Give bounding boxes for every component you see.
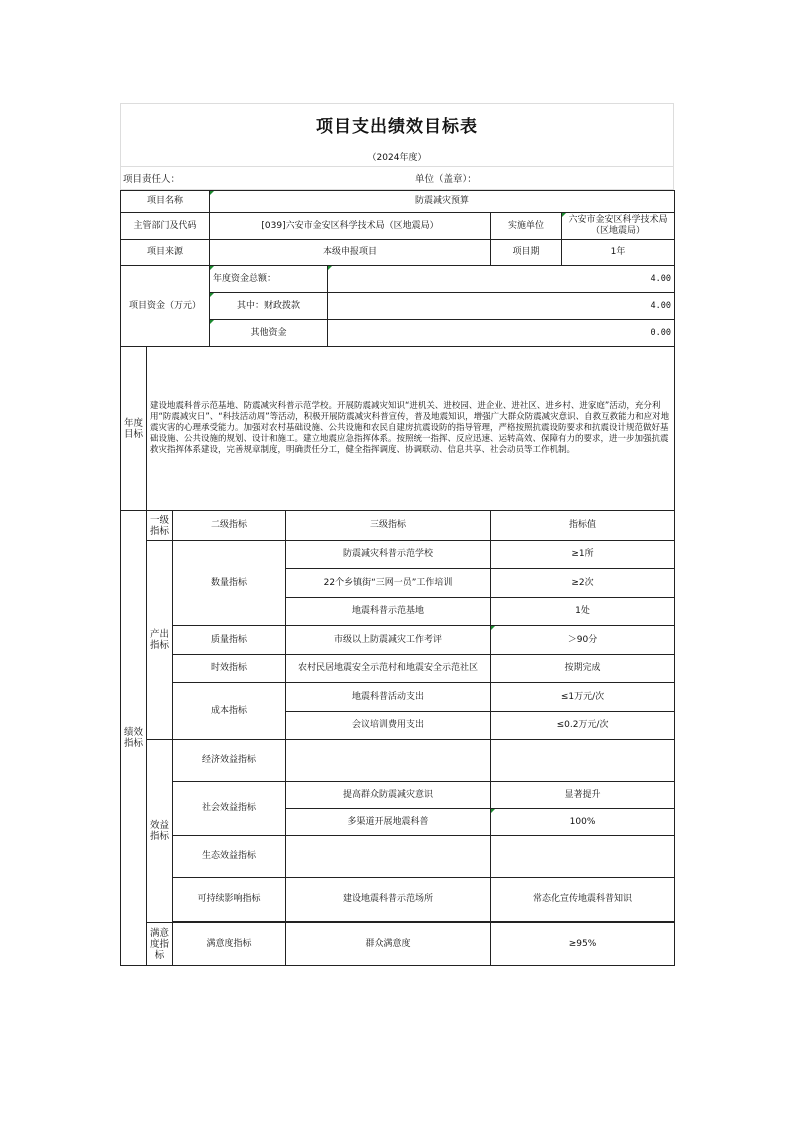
indicator-name: 地震科普示范基地 — [286, 598, 491, 626]
table-row — [121, 655, 675, 683]
period-value: 1年 — [562, 240, 675, 266]
indicator-value: ≤1万元/次 — [491, 683, 675, 712]
annual-goal-label: 年度目标 — [121, 347, 147, 511]
table-row — [121, 213, 675, 240]
header-value: 指标值 — [491, 511, 675, 541]
performance-target-sheet — [120, 103, 674, 966]
indicator-value — [491, 836, 675, 878]
fund-label: 其他资金 — [210, 320, 328, 347]
annual-goal-text: 建设地震科普示范基地、防震减灾科普示范学校。开展防震减灾知识“进机关、进校园、进企业、进社区、进乡村、进家庭”活动，充分利用“防震减灾日”、“科技活动周”等活动，积极开展防震减灾科普宣传，普及地震知识，增强广大群众防震减灾意识、自救互救能力和应对地震灾害的心理承受能力。加强对农村基础设施、公共设施和农民自建房抗震设防的指导管理，严格按照抗震设防要求和抗震设计规范做好基础设施、公共设施的规划、设计和施工。建立地震应急指挥体系。按照统一指挥、反应迅速、运转高效、保障有力的要求，进一步加强抗震救灾指挥体系建设，完善规章制度，明确责任分工，健全指挥调度、协调联动、信息共享、社会动员等工作机制。 — [147, 347, 675, 511]
output-indicators-label: 产出指标 — [147, 541, 173, 740]
performance-indicators-label: 绩效指标 — [121, 511, 147, 966]
table-row — [121, 878, 675, 922]
indicator-value: ≥2次 — [491, 569, 675, 598]
indicator-name: 提高群众防震减灾意识 — [286, 782, 491, 809]
indicator-name: 22个乡镇街“三网一员”工作培训 — [286, 569, 491, 598]
year-label: （2024年度） — [120, 150, 674, 166]
table-row — [121, 347, 675, 511]
indicator-name: 多渠道开展地震科普 — [286, 809, 491, 836]
indicator-name: 农村民居地震安全示范村和地震安全示范社区 — [286, 655, 491, 683]
source-value: 本级申报项目 — [210, 240, 491, 266]
table-row — [121, 511, 675, 541]
source-label: 项目来源 — [121, 240, 210, 266]
table-row — [121, 782, 675, 809]
table-row — [121, 626, 675, 655]
benefit-indicators-label: 效益指标 — [147, 740, 173, 923]
indicator-name: 防震减灾科普示范学校 — [286, 541, 491, 569]
period-label: 项目期 — [491, 240, 562, 266]
fund-label: 其中：财政拨款 — [210, 293, 328, 320]
indicator-value: ≤0.2万元/次 — [491, 712, 675, 740]
indicator-name: 建设地震科普示范场所 — [286, 878, 491, 922]
satisfaction-indicators-label: 满意度指标 — [147, 923, 173, 966]
table-row — [121, 266, 675, 293]
indicator-value: 按期完成 — [491, 655, 675, 683]
fund-label: 年度资金总额： — [210, 266, 328, 293]
table-row — [121, 740, 675, 782]
project-name-value: 防震减灾预算 — [210, 191, 675, 213]
dept-value: [039]六安市金安区科学技术局（区地震局） — [210, 213, 491, 240]
responsible-row — [120, 166, 674, 190]
ecological-benefit-indicator: 生态效益指标 — [173, 836, 286, 878]
cost-indicator: 成本指标 — [173, 683, 286, 740]
table-row — [121, 923, 675, 966]
funds-label: 项目资金（万元） — [121, 266, 210, 347]
timeliness-indicator: 时效指标 — [173, 655, 286, 683]
indicator-name: 地震科普活动支出 — [286, 683, 491, 712]
indicator-name: 群众满意度 — [286, 923, 491, 966]
indicator-value: 100% — [491, 809, 675, 836]
fund-value: 4.00 — [328, 266, 675, 293]
dept-label: 主管部门及代码 — [121, 213, 210, 240]
indicator-value: 1处 — [491, 598, 675, 626]
performance-table — [120, 190, 675, 966]
indicator-value: ＞90分 — [491, 626, 675, 655]
indicator-value: 显著提升 — [491, 782, 675, 809]
quantity-indicator: 数量指标 — [173, 541, 286, 626]
indicator-name — [286, 836, 491, 878]
impl-unit-label: 实施单位 — [491, 213, 562, 240]
table-row — [121, 836, 675, 878]
table-row — [121, 683, 675, 712]
economic-benefit-indicator: 经济效益指标 — [173, 740, 286, 782]
header-level1: 一级指标 — [147, 511, 173, 541]
document-title: 项目支出绩效目标表 — [120, 103, 674, 150]
fund-value: 0.00 — [328, 320, 675, 347]
satisfaction-indicator: 满意度指标 — [173, 923, 286, 966]
unit-seal-label: 单位（盖章）： — [415, 174, 477, 185]
indicator-value: ≥1所 — [491, 541, 675, 569]
indicator-name: 会议培训费用支出 — [286, 712, 491, 740]
header-level2: 二级指标 — [173, 511, 286, 541]
indicator-name: 市级以上防震减灾工作考评 — [286, 626, 491, 655]
quality-indicator: 质量指标 — [173, 626, 286, 655]
header-level3: 三级指标 — [286, 511, 491, 541]
table-row — [121, 191, 675, 213]
sustainable-impact-indicator: 可持续影响指标 — [173, 878, 286, 922]
social-benefit-indicator: 社会效益指标 — [173, 782, 286, 836]
indicator-value: 常态化宣传地震科普知识 — [491, 878, 675, 922]
project-name-label: 项目名称 — [121, 191, 210, 213]
indicator-value — [491, 740, 675, 782]
table-row — [121, 240, 675, 266]
indicator-name — [286, 740, 491, 782]
fund-value: 4.00 — [328, 293, 675, 320]
indicator-value: ≥95% — [491, 923, 675, 966]
responsible-label: 项目责任人： — [123, 174, 181, 185]
table-row — [121, 541, 675, 569]
impl-unit-value: 六安市金安区科学技术局（区地震局） — [562, 213, 675, 240]
